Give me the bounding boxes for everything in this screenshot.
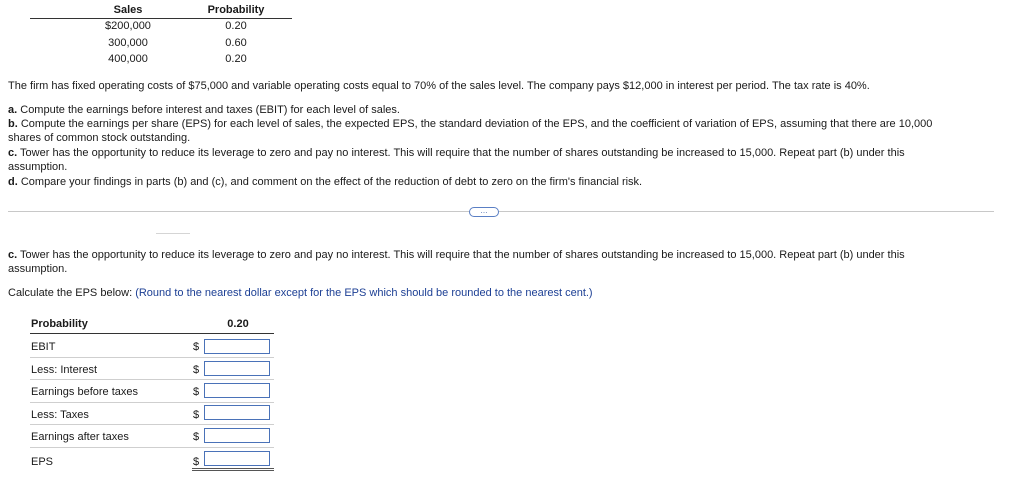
- grid-header-value: 0.20: [227, 318, 249, 330]
- dollar-sign: $: [193, 386, 200, 398]
- part-letter: c.: [8, 147, 18, 159]
- probability-header: Probability: [207, 4, 265, 16]
- calc-label: Calculate the EPS below:: [8, 287, 133, 299]
- row-label-taxes: Less: Taxes: [31, 409, 89, 421]
- grid-header-rule: [30, 333, 274, 334]
- taxes-input[interactable]: [204, 405, 270, 420]
- sales-value: 400,000: [108, 53, 148, 65]
- part-text: Tower has the opportunity to reduce its leverage to zero and pay no interest. This will require that the number of shares outstanding be increased to 15,000. Repeat part (b) under this: [20, 147, 905, 159]
- part-text-cont: shares of common stock outstanding.: [8, 132, 191, 144]
- section-divider: [8, 211, 994, 212]
- table-row: [30, 19, 292, 36]
- row-label-ebit: EBIT: [31, 341, 56, 353]
- row-label-eps: EPS: [31, 456, 54, 468]
- question-letter: c.: [8, 249, 18, 261]
- part-a: [8, 103, 1008, 117]
- problem-intro: The firm has fixed operating costs of $75,000 and variable operating costs equal to 70% of the sales level. The company pays $12,000 in interest per period. The tax rate is 40%.: [8, 80, 870, 92]
- row-label-ebt: Earnings before taxes: [31, 386, 139, 398]
- interest-input[interactable]: [204, 361, 270, 376]
- sales-probability-table: [30, 3, 292, 69]
- dollar-sign: $: [193, 364, 200, 376]
- row-rule: [30, 402, 274, 403]
- divider-stub: [156, 233, 190, 234]
- table-row: [30, 36, 292, 53]
- probability-value: 0.20: [225, 20, 247, 32]
- eat-input[interactable]: [204, 428, 270, 443]
- part-letter: a.: [8, 104, 18, 116]
- more-options-button[interactable]: …: [469, 207, 499, 217]
- row-rule: [30, 379, 274, 380]
- sales-header: Sales: [113, 4, 143, 16]
- sales-value: $200,000: [105, 20, 151, 32]
- part-letter: d.: [8, 176, 18, 188]
- sales-value: 300,000: [108, 36, 148, 49]
- ebt-input[interactable]: [204, 383, 270, 398]
- part-text: Compute the earnings before interest and taxes (EBIT) for each level of sales.: [20, 104, 400, 116]
- dollar-sign: $: [193, 341, 200, 353]
- calc-instruction: [8, 287, 593, 299]
- probability-value: 0.60: [225, 36, 247, 49]
- dollar-sign: $: [193, 409, 200, 421]
- dollar-sign: $: [193, 431, 200, 443]
- probability-value: 0.20: [225, 53, 247, 65]
- eps-input[interactable]: [204, 451, 270, 466]
- row-rule: [30, 424, 274, 425]
- part-d: [8, 175, 1008, 189]
- eps-double-rule-top: [192, 468, 274, 469]
- part-text-cont: assumption.: [8, 161, 68, 173]
- part-b: [8, 117, 1008, 145]
- eps-double-rule-bottom: [192, 470, 274, 471]
- part-c: [8, 146, 1008, 174]
- dollar-sign: $: [193, 456, 200, 468]
- table-header: [30, 3, 292, 19]
- part-text: Compute the earnings per share (EPS) for each level of sales, the expected EPS, the standard deviation of the EPS, and the coefficient of variation of EPS, assuming that there are 10,000: [20, 118, 933, 130]
- question-line: Tower has the opportunity to reduce its leverage to zero and pay no interest. This will require that the number of shares outstanding be increased to 15,000. Repeat part (b) under this: [20, 249, 905, 261]
- grid-header-probability: Probability: [31, 318, 88, 330]
- row-label-eat: Earnings after taxes: [31, 431, 129, 443]
- row-label-interest: Less: Interest: [31, 364, 98, 376]
- row-rule: [30, 447, 274, 448]
- calc-hint: (Round to the nearest dollar except for the EPS which should be rounded to the nearest cent.): [135, 287, 593, 299]
- question-text: [8, 248, 1008, 276]
- part-text: Compare your findings in parts (b) and (c), and comment on the effect of the reduction of debt to zero on the firm's financial risk.: [20, 176, 643, 188]
- table-row: [30, 52, 292, 69]
- row-rule: [30, 357, 274, 358]
- question-line-cont: assumption.: [8, 263, 68, 275]
- part-letter: b.: [8, 118, 18, 130]
- ebit-input[interactable]: [204, 339, 270, 354]
